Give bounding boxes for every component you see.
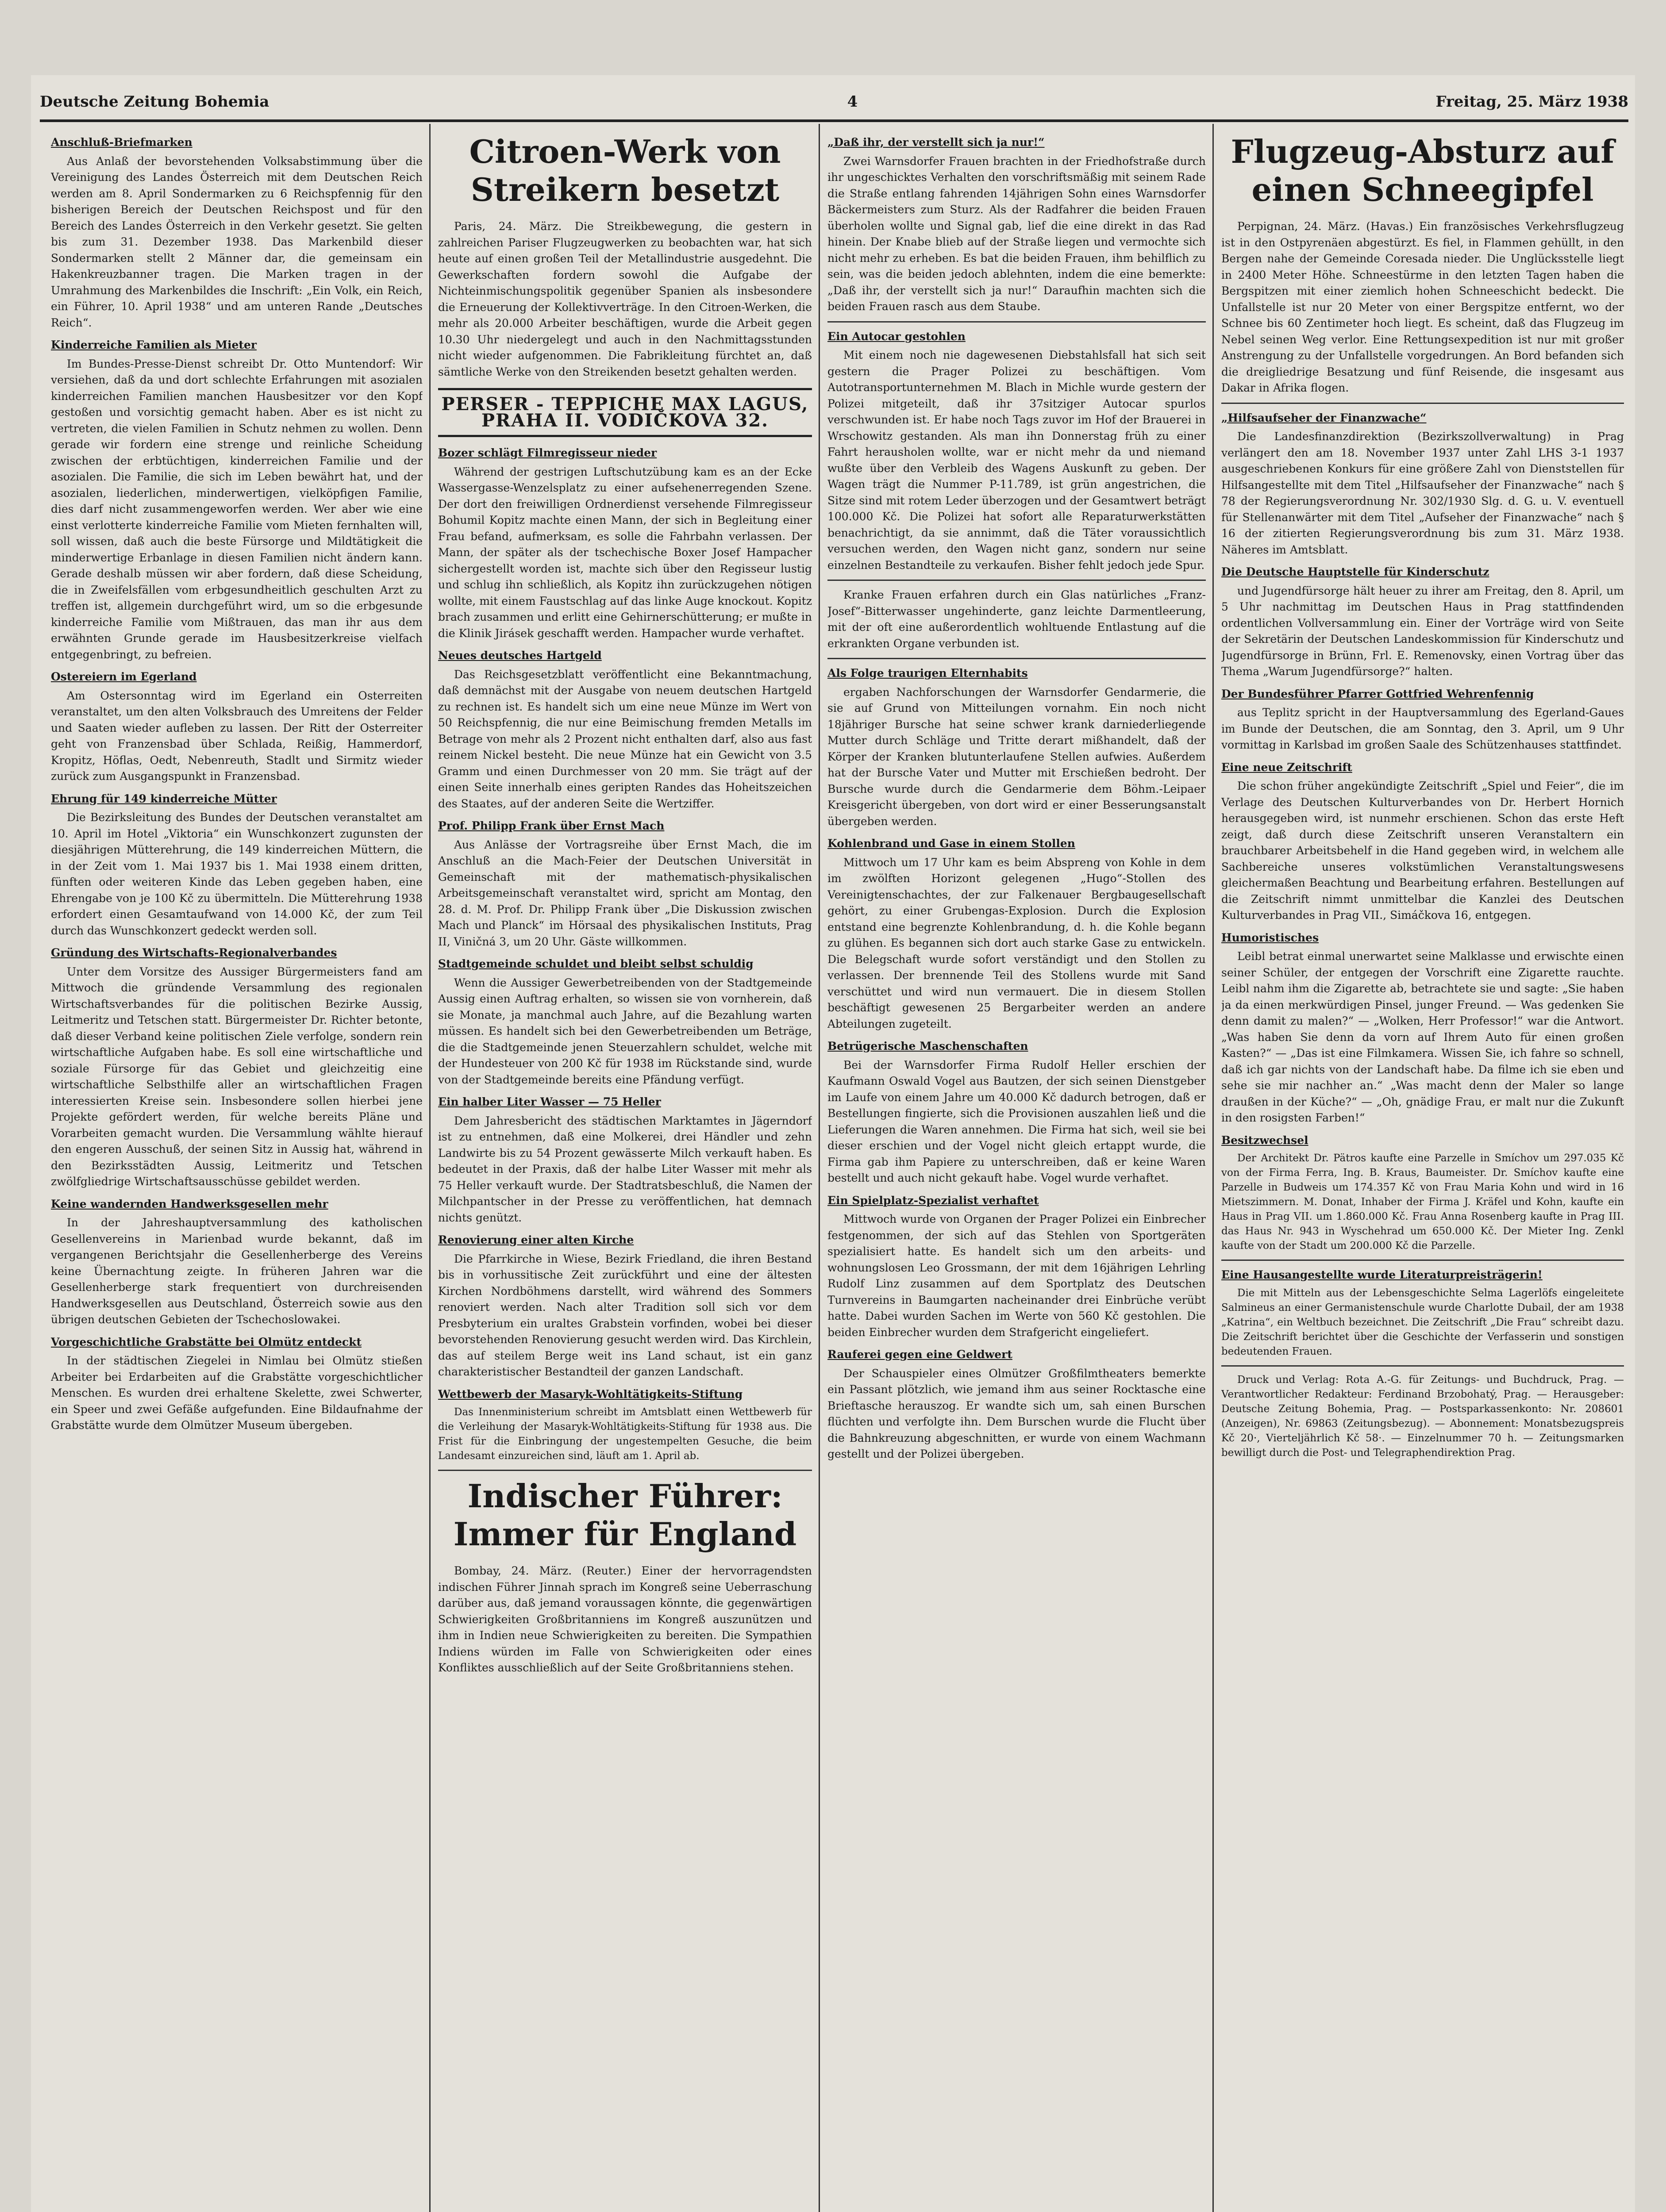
- column-rule: [429, 124, 431, 2212]
- divider: [827, 321, 1206, 323]
- article-title: Anschluß-Briefmarken: [51, 136, 192, 149]
- article-text: Mittwoch wurde von Organen der Prager Polizei ein Einbrecher festgenommen, der sich auf das Stehlen von Sportgeräten spezialisiert hatte. Es handelt sich um den arbeits- und wohnungslosen Leo Grossmann, der mit dem 16jährigen Lehrling Rudolf Linz zusammen auf dem Sportplatz des Deutschen Turnvereins in Baumgarten nacheinander drei Einbrüche verübt hatte. Dabei wurden Sachen im Werte von 560 Kč gestohlen. Die beiden Einbrecher wurden dem Strafgericht eingeliefert.: [827, 1213, 1206, 1339]
- divider: [827, 658, 1206, 659]
- article-title: Ehrung für 149 kinderreiche Mütter: [51, 792, 277, 805]
- imprint: Druck und Verlag: Rota A.-G. für Zeitungs- und Buchdruck, Prag. — Verantwortlicher Redakteur: Ferdinand Brzobohatý, Prag. — Herausgeber: Deutsche Zeitung Bohemia, Prag. — Postsparkassenkonto: Nr. 208601 (Anzeigen), Nr. 69863 (Zeitungsbezug). — Abonnement: Monatsbezugspreis Kč 20·, Vierteljährlich Kč 58·. — Einzelnummer 70 h. — Zeitungsmarken bewilligt durch die Post- und Telegraphendirektion Prag.: [1221, 1374, 1624, 1459]
- article-title: Rauferei gegen eine Geldwert: [827, 1348, 1012, 1361]
- article-text: Dem Jahresbericht des städtischen Marktamtes in Jägerndorf ist zu entnehmen, daß eine Molkerei, drei Händler und zehn Landwirte bis zu 54 Prozent gewässerte Milch verkauft haben. Es bedeutet in der Praxis, daß der halbe Liter Wasser mit mehr als 75 Heller verkauft wurde. Der Stadtratsbeschluß, die Namen der Milchpantscher in der Presse zu veröffentlichen, hat demnach nichts genützt.: [438, 1114, 812, 1224]
- headline: Indischer Führer: Immer für England: [453, 1477, 797, 1553]
- divider: [438, 1470, 812, 1471]
- column-rule: [819, 124, 820, 2212]
- article-text: Während der gestrigen Luftschutzübung kam es an der Ecke Wassergasse-Wenzelsplatz zu einer aufsehenerregenden Szene. Der dort den freiwilligen Ordnerdienst versehende Filmregisseur Bohumil Kopitz machte einen Mann, der sich in Begleitung einer Frau befand, aufmerksam, es solle die Fahrbahn verlassen. Der Mann, der später als der tschechische Boxer Josef Hampacher sichergestellt worden ist, machte sich über den Regisseur lustig und schlug ihn schließlich, als Kopitz ihn zurückzugehen nötigen wollte, mit einem Faustschlag auf das linke Auge knockout. Kopitz brach zusammen und erlitt eine Gehirnerschütterung; er mußte in die Klinik Jirásek geschafft werden. Hampacher wurde verhaftet.: [438, 465, 812, 640]
- article-text: Die Bezirksleitung des Bundes der Deutschen veranstaltet am 10. April im Hotel „Viktoria“ ein Wunschkonzert zugunsten der diesjährigen Mütterehrung, die 149 kinderreichen Müttern, die in der Zeit vom 1. Mai 1937 bis 1. Mai 1938 einem dritten, fünften oder weiteren Kinde das Leben gegeben haben, eine Ehrengabe von je 100 Kč zu übermitteln. Die Mütterehrung 1938 erfordert einen Gesamtaufwand von 14.000 Kč, der zum Teil durch das Wunschkonzert gedeckt werden soll.: [51, 811, 423, 937]
- article-title: Besitzwechsel: [1221, 1133, 1308, 1147]
- divider: [1221, 403, 1624, 404]
- article-text: Die Pfarrkirche in Wiese, Bezirk Friedland, die ihren Bestand bis in vorhussitische Zeit zurückführt und eine der ältesten Kirchen Nordböhmens darstellt, wird während des Sommers renoviert werden. Nach alter Tradition soll sich vor dem Presbyterium ein uraltes Grabstein vorfinden, wobei bei dieser bevorstehenden Renovierung gesucht werden wird. Das Kirchlein, das auf steilem Berge weit ins Land schaut, ist ein ganz charakteristischer Bestandteil der ganzen Landschaft.: [438, 1252, 812, 1378]
- article-title: Ein Autocar gestohlen: [827, 330, 966, 343]
- article-text: Im Bundes-Presse-Dienst schreibt Dr. Otto Muntendorf: Wir versiehen, daß da und dort schlechte Erfahrungen mit asozialen kinderreichen Familien manchen Hausbesitzer vor den Kopf gestoßen und vorsichtig gemacht haben. Aber es ist nicht zu vertreten, die vielen Familien in Schutz nehmen zu wollen. Denn gerade wir fordern eine strenge und reinliche Scheidung zwischen der erbtüchtigen, kinderreichen Familie und der asozialen. Die Familie, die sich im Leben bewährt hat, und der asozialen, liederlichen, minderwertigen, vielköpfigen Familie, dies darf nicht zusammengeworfen werden. Wer aber wie eine einst verlotterte kinderreiche Familie vom Mieten fernhalten will, soll wissen, daß auch die beste Fürsorge und Mildtätigkeit die minderwertige Erbanlage in diesen Familien nicht ändern kann. Gerade deshalb müssen wir aber fordern, daß diese Scheidung, die in Zweifelsfällen vom erbgesundheitlich geschulten Arzt zu treffen ist, allgemein durchgeführt wird, um so die erbgesunde kinderreiche Familie vom Mißtrauen, das man ihr aus dem erwähnten Grunde gerade im Hausbesitzerkreise vielfach entgegenbringt, zu befreien.: [51, 357, 423, 661]
- article-text: Zwei Warnsdorfer Frauen brachten in der Friedhofstraße durch ihr ungeschicktes Verhalten den vorschriftsmäßig mit seinem Rade die Straße entlang fahrenden 14jährigen Sohn eines Warnsdorfer Bäckermeisters zum Sturz. Als der Radfahrer die beiden Frauen überholen wollte und Signal gab, lief die eine direkt in das Rad hinein. Der Knabe blieb auf der Straße liegen und vermochte sich nicht mehr zu erheben. Es bat die beiden Frauen, ihm behilflich zu sein, was die beiden jedoch ablehnten, indem die eine bemerkte: „Daß ihr, der verstellt sich ja nur!“ Daraufhin machten sich die beiden Frauen rasch aus dem Staube.: [827, 154, 1206, 313]
- column-3: [827, 128, 1206, 2212]
- advertisement-banner: PERSER - TEPPICHE MAX LAGUS, PRAHA II. VODIČKOVA 32.: [438, 388, 812, 437]
- article-text: Die mit Mitteln aus der Lebensgeschichte Selma Lagerlöfs eingeleitete Salmineus an einer Germanistenschule wurde Charlotte Dubail, der am 1938 „Katrina“, ein Weltbuch bezeichnet. Die Zeitschrift „Die Frau“ schreibt dazu. Die Zeitschrift berichtet über die Geschichte der Verfasserin und sonstigen bedeutenden Frauen.: [1221, 1287, 1624, 1357]
- article-title: Prof. Philipp Frank über Ernst Mach: [438, 819, 665, 832]
- column-2: [438, 128, 812, 2212]
- masthead: Deutsche Zeitung Bohemia: [40, 93, 269, 111]
- article-title: Ein halber Liter Wasser — 75 Heller: [438, 1095, 661, 1108]
- article-text: Die Landesfinanzdirektion (Bezirkszollverwaltung) in Prag verlängert den am 18. November 1937 unter Zahl LHS 3-1 1937 ausgeschriebenen Konkurs für eine größere Zahl von Dienststellen für Hilfsangestellte mit dem Titel „Hilfsaufseher der Finanzwache“ nach § 78 der Regierungsverordnung Nr. 302/1930 Slg. d. G. u. V. eventuell für Stellenanwärter mit dem Titel „Aufseher der Finanzwache“ nach § 16 der zitierten Regierungsverordnung bis zum 31. März 1938. Näheres im Amtsblatt.: [1221, 430, 1624, 556]
- article-title: Gründung des Wirtschafts-Regionalverbandes: [51, 946, 337, 959]
- article-title: Kinderreiche Familien als Mieter: [51, 338, 257, 351]
- article-text: Mittwoch um 17 Uhr kam es beim Abspreng von Kohle in dem im zwölften Horizont gelegenen „Hugo“-Stollen des Vereinigtenschachtes, der zur Falkenauer Bergbaugesellschaft gehört, zu einer Grubengas-Explosion. Durch die Explosion entstand eine begrenzte Kohlenbrandung, d. h. die Kohle begann zu glühen. Es begannen sich dort auch starke Gase zu entwickeln. Die Belegschaft wurde sofort verständigt und den Stollen zu verlassen. Der brennende Teil des Stollens wurde mit Sand verschüttet und wird nun vermauert. Die in diesem Stollen beschäftigt gewesenen 25 Bergarbeiter werden an andere Abteilungen zugeteilt.: [827, 856, 1206, 1030]
- article-title: Betrügerische Maschenschaften: [827, 1040, 1028, 1052]
- page-number: 4: [847, 93, 858, 111]
- article-text: Leibl betrat einmal unerwartet seine Malklasse und erwischte einen seiner Schüler, der entgegen der Vorschrift eine Zigarette rauchte. Leibl nahm ihm die Zigarette ab, betrachtete sie und sagte: „Sie haben ja da einen merkwürdigen Pinsel, junger Freund. — Was gedenken Sie denn damit zu malen?“ — „Wolken, Herr Professor!“ war die Antwort. „Was haben Sie denn da vorn auf Ihrem Auto für einen großen Kasten?“ — „Das ist eine Filmkamera. Wissen Sie, ich fahre so schnell, daß ich gar nichts von der Landschaft habe. Da filme ich sie eben und sehe sie mir nachher an.“ „Was macht denn der Maler so lange draußen in der Küche?“ — „Oh, gnädige Frau, er malt nur die Zukunft in den rosigsten Farben!“: [1221, 950, 1624, 1124]
- column-4: [1221, 128, 1624, 2212]
- article-title: Keine wandernden Handwerksgesellen mehr: [51, 1197, 328, 1210]
- article-text: Paris, 24. März. Die Streikbewegung, die gestern in zahlreichen Pariser Flugzeugwerken zu beobachten war, hat sich heute auf einen großen Teil der Metallindustrie ausgedehnt. Die Gewerkschaften fordern sowohl die Aufgabe der Nichteinmischungspolitik gegenüber Spanien als insbesondere die Erneuerung der Kollektivverträge. In den Citroen-Werken, die mehr als 20.000 Arbeiter beschäftigen, wurde die Arbeit gegen 10.30 Uhr niedergelegt und auch in den Nachmittagsstunden nicht wieder aufgenommen. Die Fabrikleitung fürchtet an, daß sämtliche Werke von den Streikenden besetzt gehalten werden.: [438, 220, 812, 378]
- column-rule: [1212, 124, 1214, 2212]
- article-text: In der städtischen Ziegelei in Nimlau bei Olmütz stießen Arbeiter bei Erdarbeiten auf die Grabstätte vorgeschichtlicher Menschen. Es wurden drei erhaltene Skelette, zwei Schwerter, ein Speer und zwei Gefäße aufgefunden. Eine Bildaufnahme der Grabstätte wurde dem Olmützer Museum übergeben.: [51, 1354, 423, 1432]
- advertisement-text: Kranke Frauen erfahren durch ein Glas natürliches „Franz-Josef“-Bitterwasser ungehinderte, ganz leichte Darmentleerung, mit der oft eine außerordentlich wohltuende Entlastung auf die erkrankten Organe verbunden ist.: [827, 588, 1206, 650]
- article-text: In der Jahreshauptversammlung des katholischen Gesellenvereins in Marienbad wurde bekannt, daß im vergangenen Berichtsjahr die Gesellenherberge des Vereins keine Übernachtung zeigte. In früheren Jahren war die Gesellenherberge stark frequentiert von durchreisenden Handwerksgesellen aus Deutschland, Österreich sowie aus den übrigen deutschen Gebieten der Tschechoslowakei.: [51, 1216, 423, 1326]
- divider: [827, 580, 1206, 581]
- page-header: [40, 84, 1628, 122]
- article-text: Der Architekt Dr. Pätros kaufte eine Parzelle in Smíchov um 297.035 Kč von der Firma Ferra, Ing. B. Kraus, Baumeister. Dr. Smíchov kaufte eine Parzelle in Budweis um 174.357 Kč von Frau Maria Kohn und wird in 16 Mietszimmern. M. Donat, Inhaber der Firma J. Kräfel und Kohn, kaufte ein Haus in Prag VII. um 1.860.000 Kč. Frau Anna Rosenberg kaufte in Prag III. das Haus Nr. 943 in Wyschehrad um 650.000 Kč. Der Mieter Ing. Zenkl kaufte von der Stadt um 200.000 Kč die Parzelle.: [1221, 1152, 1624, 1252]
- divider: [1221, 1365, 1624, 1367]
- divider: [1221, 1260, 1624, 1261]
- article-title: Ostereiern im Egerland: [51, 670, 197, 683]
- article-text: Unter dem Vorsitze des Aussiger Bürgermeisters fand am Mittwoch die gründende Versammlung des regionalen Wirtschaftsverbandes für die politischen Bezirke Aussig, Leitmeritz und Tetschen statt. Bürgermeister Dr. Richter betonte, daß dieser Verband keine politischen Ziele verfolge, sondern rein wirtschaftliche Aufgaben habe. Es soll eine wirtschaftliche und soziale Fürsorge für das Gebiet und gleichzeitig eine wirtschaftliche Selbsthilfe aller an wirtschaftlichen Fragen interessierten Kreise sein. Insbesondere sollen hierbei jene Projekte gefördert werden, für welche bereits Pläne und Vorarbeiten gemacht wurden. Die Versammlung wählte hierauf den engeren Ausschuß, der seinen Sitz in Aussig hat, während in den Bezirksstädten Aussig, Leitmeritz und Tetschen zwölfgliedrige Wirtschaftsausschüsse gebildet werden.: [51, 965, 423, 1188]
- article-title: Eine Hausangestellte wurde Literaturpreisträgerin!: [1221, 1268, 1543, 1281]
- article-text: Der Schauspieler eines Olmützer Großfilmtheaters bemerkte ein Passant plötzlich, wie jemand ihm aus seiner Rocktasche eine Brieftasche herauszog. Er wandte sich um, sah einen Burschen flüchten und verfolgte ihn. Dem Burschen wurde die Flucht über die Bahnkreuzung abgeschnitten, er wurde von einem Wachmann gestellt und der Polizei übergeben.: [827, 1367, 1206, 1460]
- article-text: Wenn die Aussiger Gewerbetreibenden von der Stadtgemeinde Aussig einen Auftrag erhalten, so wissen sie von vornherein, daß sie Monate, ja manchmal auch Jahre, auf die Bezahlung warten müssen. Es handelt sich bei den Gewerbetreibenden um Beträge, die die Stadtgemeinde jenen Steuerzahlern schuldet, welche mit der Hundesteuer von 200 Kč für 1938 im Rückstande sind, wurde von der Stadtgemeinde bereits eine Pfändung verfügt.: [438, 976, 812, 1086]
- article-text: Am Ostersonntag wird im Egerland ein Osterreiten veranstaltet, um den alten Volksbrauch des Umreitens der Felder und Saaten wieder aufleben zu lassen. Der Ritt der Osterreiter geht von Franzensbad über Schlada, Reißig, Hammerdorf, Kropitz, Höflas, Oedt, Nebenreuth, Stadlt und Sirmitz wieder zurück zum Ausgangspunkt in Franzensbad.: [51, 689, 423, 783]
- article-title: Stadtgemeinde schuldet und bleibt selbst schuldig: [438, 957, 754, 970]
- article-title: Als Folge traurigen Elternhabits: [827, 667, 1028, 680]
- article-title: „Daß ihr, der verstellt sich ja nur!“: [827, 136, 1045, 149]
- article-text: Aus Anlässe der Vortragsreihe über Ernst Mach, die im Anschluß an die Mach-Feier der Deutschen Universität in Gemeinschaft mit der mathematisch-physikalischen Arbeitsgemeinschaft veranstaltet wird, spricht am Montag, den 28. d. M. Prof. Dr. Philipp Frank über „Die Diskussion zwischen Mach und Planck“ im Hörsaal des physikalischen Instituts, Prag II, Viničná 3, um 20 Uhr. Gäste willkommen.: [438, 838, 812, 948]
- article-text: ergaben Nachforschungen der Warnsdorfer Gendarmerie, die sie auf Grund von Mitteilungen vornahm. Ein noch nicht 18jähriger Bursche hat seine schwer krank darniederliegende Mutter durch Schläge und Tritte derart mißhandelt, daß der Körper der Kranken blutunterlaufene Stellen aufwies. Außerdem hat der Bursche Vater und Mutter mit Erschießen bedroht. Der Bursche wurde durch die Gendarmerie dem Böhm.-Leipaer Kreisgericht übergeben, von dort wird er einer Besserungsanstalt übergeben werden.: [827, 685, 1206, 828]
- article-text: Das Reichsgesetzblatt veröffentlicht eine Bekanntmachung, daß demnächst mit der Ausgabe von neuem deutschen Hartgeld zu rechnen ist. Es handelt sich um eine neue Münze im Wert von 50 Reichspfennig, die nur eine Beimischung fremden Metalls im Betrage von mehr als 2 Prozent nicht enthalten darf, also aus fast reinem Nickel besteht. Die neue Münze hat ein Gewicht von 3.5 Gramm und einen Durchmesser von 20 mm. Sie trägt auf der einen Seite innerhalb eines geripten Randes das Hoheitszeichen des Staates, auf der anderen Seite die Wertziffer.: [438, 668, 812, 810]
- article-text: Das Innenministerium schreibt im Amtsblatt einen Wettbewerb für die Verleihung der Masaryk-Wohltätigkeits-Stiftung für 1938 aus. Die Frist für die Einbringung der ungestempelten Gesuche, die beim Landesamt einzureichen sind, läuft am 1. April ab.: [438, 1406, 812, 1462]
- article-title: Die Deutsche Hauptstelle für Kinderschutz: [1221, 565, 1489, 578]
- article-title: Ein Spielplatz-Spezialist verhaftet: [827, 1194, 1039, 1207]
- article-title: Wettbewerb der Masaryk-Wohltätigkeits-Stiftung: [438, 1387, 743, 1401]
- article-text: und Jugendfürsorge hält heuer zu ihrer am Freitag, den 8. April, um 5 Uhr nachmittag im Deutschen Haus in Prag stattfindenden ordentlichen Vollversammlung ein. Einer der Vorträge wird von Seite der Sekretärin der Deutschen Landeskommission für Kinderschutz und Jugendfürsorge in Brünn, Frl. E. Remenovsky, einen Vortrag über das Thema „Warum Jugendfürsorge?“ halten.: [1221, 584, 1624, 678]
- article-text: Aus Anlaß der bevorstehenden Volksabstimmung über die Vereinigung des Landes Österreich mit dem Deutschen Reich werden am 8. April Sondermarken zu 6 Reichspfennig für den bisherigen Bereich der Deutschen Reichspost und für den Bereich des Landes Österreich in den Verkehr gesetzt. Sie gelten bis zum 31. Dezember 1938. Das Markenbild dieser Sondermarken stellt 2 Männer dar, die gemeinsam ein Hakenkreuzbanner tragen. Die Marken tragen in der Umrahmung des Markenbildes die Inschrift: „Ein Volk, ein Reich, ein Führer, 10. April 1938“ und am unteren Rande „Deutsches Reich“.: [51, 154, 423, 329]
- issue-date: Freitag, 25. März 1938: [1435, 93, 1628, 111]
- headline: Flugzeug-Absturz auf einen Schneegipfel: [1231, 133, 1615, 208]
- article-title: Humoristisches: [1221, 931, 1319, 944]
- article-title: Eine neue Zeitschrift: [1221, 760, 1352, 774]
- article-text: Perpignan, 24. März. (Havas.) Ein französisches Verkehrsflugzeug ist in den Ostpyrenäen abgestürzt. Es fiel, in Flammen gehüllt, in den Bergen nahe der Gemeinde Coresada nieder. Die Unglücksstelle liegt in 2400 Meter Höhe. Schneestürme in den letzten Tagen haben die Bergspitzen mit einer ziemlich hohen Schneeschicht bedeckt. Die Unfallstelle ist nur 20 Meter von einer Bergspitze entfernt, wo der Schnee bis 60 Zentimeter hoch liegt. Es scheint, daß das Flugzeug im Nebel seinen Weg verlor. Eine Rettungsexpedition ist nur mit großer Anstrengung zu der Unfallstelle vorgedrungen. An Bord befanden sich die dreigliedrige Besatzung und fünf Reisende, die insgesamt aus Dakar in Afrika flogen.: [1221, 220, 1624, 394]
- article-title: Kohlenbrand und Gase in einem Stollen: [827, 837, 1075, 850]
- article-text: aus Teplitz spricht in der Hauptversammlung des Egerland-Gaues im Bunde der Deutschen, die am Sonntag, den 3. April, um 9 Uhr vormittag in Karlsbad im großen Saale des Schützenhauses stattfindet.: [1221, 706, 1624, 751]
- article-text: Bombay, 24. März. (Reuter.) Einer der hervorragendsten indischen Führer Jinnah sprach im Kongreß seine Ueberraschung darüber aus, daß jemand voraussagen könnte, die gegenwärtigen Schwierigkeiten Großbritanniens im Kongreß auszunützen und ihm in Indien neue Schwierigkeiten zu bereiten. Die Sympathien Indiens würden im Falle von Schwierigkeiten oder eines Konfliktes ausschließlich auf der Seite Großbritanniens stehen.: [438, 1564, 812, 1674]
- article-title: Bozer schlägt Filmregisseur nieder: [438, 446, 657, 459]
- article-title: Renovierung einer alten Kirche: [438, 1233, 634, 1246]
- article-title: Vorgeschichtliche Grabstätte bei Olmütz entdeckt: [51, 1335, 362, 1348]
- column-1: [51, 128, 423, 2212]
- article-text: Die schon früher angekündigte Zeitschrift „Spiel und Feier“, die im Verlage des Deutschen Kulturverbandes von Dr. Herbert Hornich herausgegeben wird, ist nunmehr erschienen. Schon das erste Heft zeigt, daß durch diese Zeitschrift unseren Veranstaltern ein brauchbarer Arbeitsbehelf in die Hand gegeben wird, in welchem alle Sachbereiche unseres volkstümlichen Veranstaltungswesens gleichermaßen Beachtung und Bearbeitung erfahren. Bestellungen auf die Zeitschrift nimmt unmittelbar die Kanzlei des Deutschen Kulturverbandes in Prag VII., Simáčkova 16, entgegen.: [1221, 780, 1624, 922]
- article-text: Mit einem noch nie dagewesenen Diebstahlsfall hat sich seit gestern die Prager Polizei zu beschäftigen. Vom Autotransportunternehmen M. Blach in Michle wurde gestern der Polizei mitgeteilt, daß ihr 37sitziger Autocar spurlos verschwunden ist. Er habe noch Tags zuvor im Hof der Brauerei in Wrschowitz gestanden. Als man ihn Donnerstag früh zu einer Fahrt herausholen wollte, war er nicht mehr da und niemand wußte über den Verbleib des Wagens Auskunft zu geben. Der Wagen trägt die Nummer P-11.789, ist grün angestrichen, die Sitze sind mit rotem Leder überzogen und der Gesamtwert beträgt 100.000 Kč. Die Polizei hat sofort alle Reparaturwerkstätten benachrichtigt, da sie annimmt, daß die Täter voraussichtlich versuchen werden, den Wagen nicht ganz, sondern nur seine einzelnen Bestandteile zu verkaufen. Bisher fehlt jedoch jede Spur.: [827, 349, 1206, 572]
- article-title: Der Bundesführer Pfarrer Gottfried Wehrenfennig: [1221, 687, 1534, 700]
- article-title: Neues deutsches Hartgeld: [438, 649, 602, 662]
- article-text: Bei der Warnsdorfer Firma Rudolf Heller erschien der Kaufmann Oswald Vogel aus Bautzen, der sich seinen Dienstgeber im Laufe von einem Jahre um 40.000 Kč dadurch betrogen, daß er Bestellungen fingierte, sich die Provisionen auszahlen ließ und die Lieferungen die Waren annehmen. Die Firma hat sich, weil sie bei dieser erschien und der Vogel nicht gleich ertappt wurde, die Firma gab ihm Papiere zu unterschreiben, daß er keine Waren bestellt und auch nicht gekauft habe. Vogel wurde verhaftet.: [827, 1058, 1206, 1184]
- article-title: „Hilfsaufseher der Finanzwache“: [1221, 411, 1427, 424]
- headline: Citroen-Werk von Streikern besetzt: [469, 133, 781, 208]
